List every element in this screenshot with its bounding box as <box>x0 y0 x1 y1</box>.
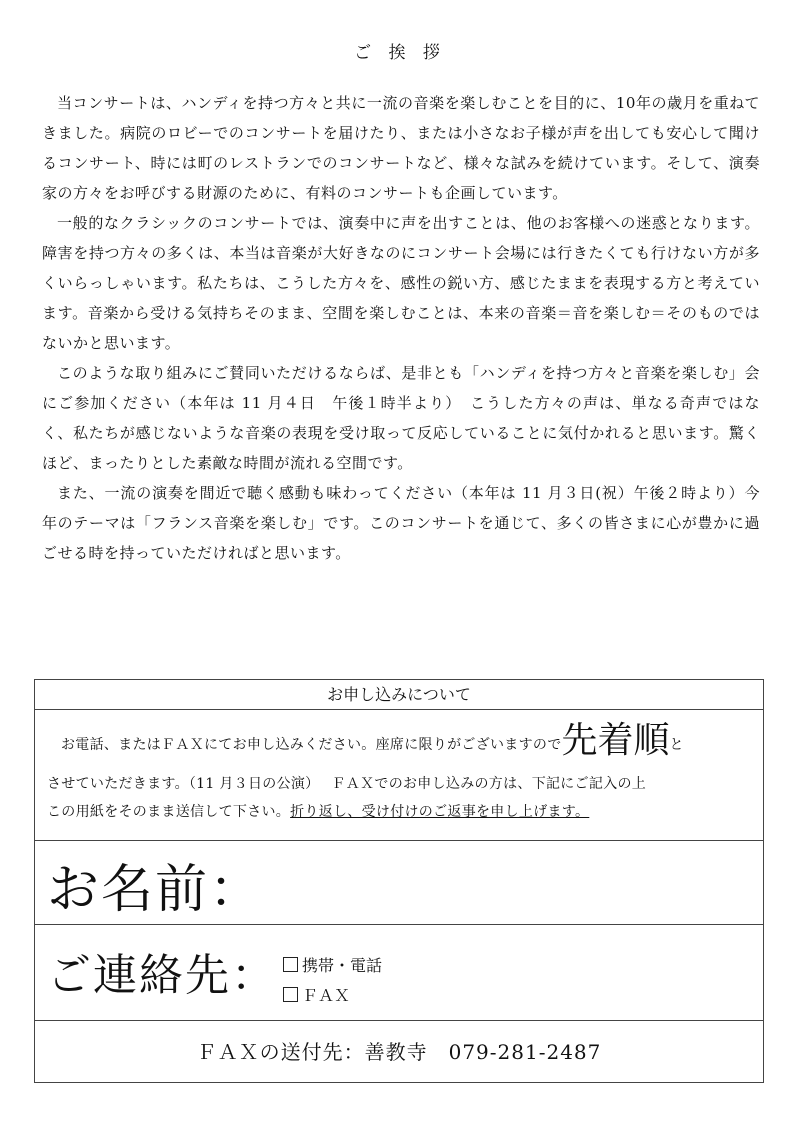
name-label: お名前： <box>47 860 264 920</box>
paragraph-2: 一般的なクラシックのコンサートでは、演奏中に声を出すことは、他のお客様への迷惑となります。障害を持つ方々の多くは、本当は音楽が大好きなのにコンサート会場には行きたくても行けない方が多くいらっしゃいます。私たちは、こうした方々を、感性の鋭い方、感じたままを表現する方と考えています。音楽から受ける気持ちそのまま、空間を楽しむことは、本来の音楽＝音を楽しむ＝そのものではないかと思います。 <box>42 214 760 352</box>
instruction-text: この用紙をそのまま送信して下さい。 <box>47 804 291 820</box>
paragraph-3: このような取り組みにご賛同いただけるならば、是非とも「ハンディを持つ方々と音楽を楽しむ」会にご参加ください（本年は 11 月４日 午後１時半より） こうした方々の声は、単なる奇声ではなく、私たちが感じないような音楽の表現を受け取って反応していることに気付かれると思います。驚くほど、まったりとした素敵な時間が流れる空間です。 <box>42 364 760 472</box>
contact-label: ご連絡先： <box>47 950 277 1001</box>
form-instructions <box>35 710 763 841</box>
instruction-line-2: させていただきます。（11 月３日の公演） ＦＡＸでのお申し込みの方は、下記にご記入の上 <box>47 776 647 792</box>
fax-destination: ＦＡＸの送付先：善教寺 079-281-2487 <box>196 1040 602 1064</box>
fax-checkbox[interactable] <box>283 987 298 1002</box>
paragraph-1: 当コンサートは、ハンディを持つ方々と共に一流の音楽を楽しむことを目的に、10年の歳月を重ねてきました。病院のロビーでのコンサートを届けたり、または小さなお子様が声を出しても安心して聞けるコンサート、時には町のレストランでのコンサートなど、様々な試みを続けています。そして、演奏家の方々をお呼びする財源のために、有料のコンサートも企画しています。 <box>42 94 760 202</box>
name-field[interactable] <box>35 841 763 925</box>
instruction-line-1 <box>47 716 751 770</box>
fax-label: ＦＡＸ <box>302 985 351 1005</box>
form-header: お申し込みについて <box>35 680 763 710</box>
phone-checkbox[interactable] <box>283 957 298 972</box>
phone-label: 携帯・電話 <box>302 955 383 975</box>
paragraph-4: また、一流の演奏を間近で聴く感動も味わってください（本年は 11 月３日(祝）午後２時より）今年のテーマは「フランス音楽を楽しむ」です。このコンサートを通じて、多くの皆さまに心が豊かに過ごせる時を持っていただければと思います。 <box>42 484 760 562</box>
instruction-line-3 <box>47 798 751 826</box>
instruction-text-tail: と <box>669 737 684 753</box>
instruction-text: お電話、またはＦＡＸにてお申し込みください。座席に限りがございますので <box>61 737 562 753</box>
first-come-emphasis: 先着順 <box>561 720 670 761</box>
page-title: ご 挨 拶 <box>354 43 446 63</box>
contact-options <box>283 949 382 1009</box>
application-form <box>34 679 764 1083</box>
reply-notice: 折り返し、受け付けのご返事を申し上げます。 <box>290 804 590 820</box>
option-phone[interactable] <box>283 949 382 979</box>
contact-field <box>35 925 763 1021</box>
option-fax[interactable] <box>283 979 382 1009</box>
greeting-body <box>42 88 760 568</box>
